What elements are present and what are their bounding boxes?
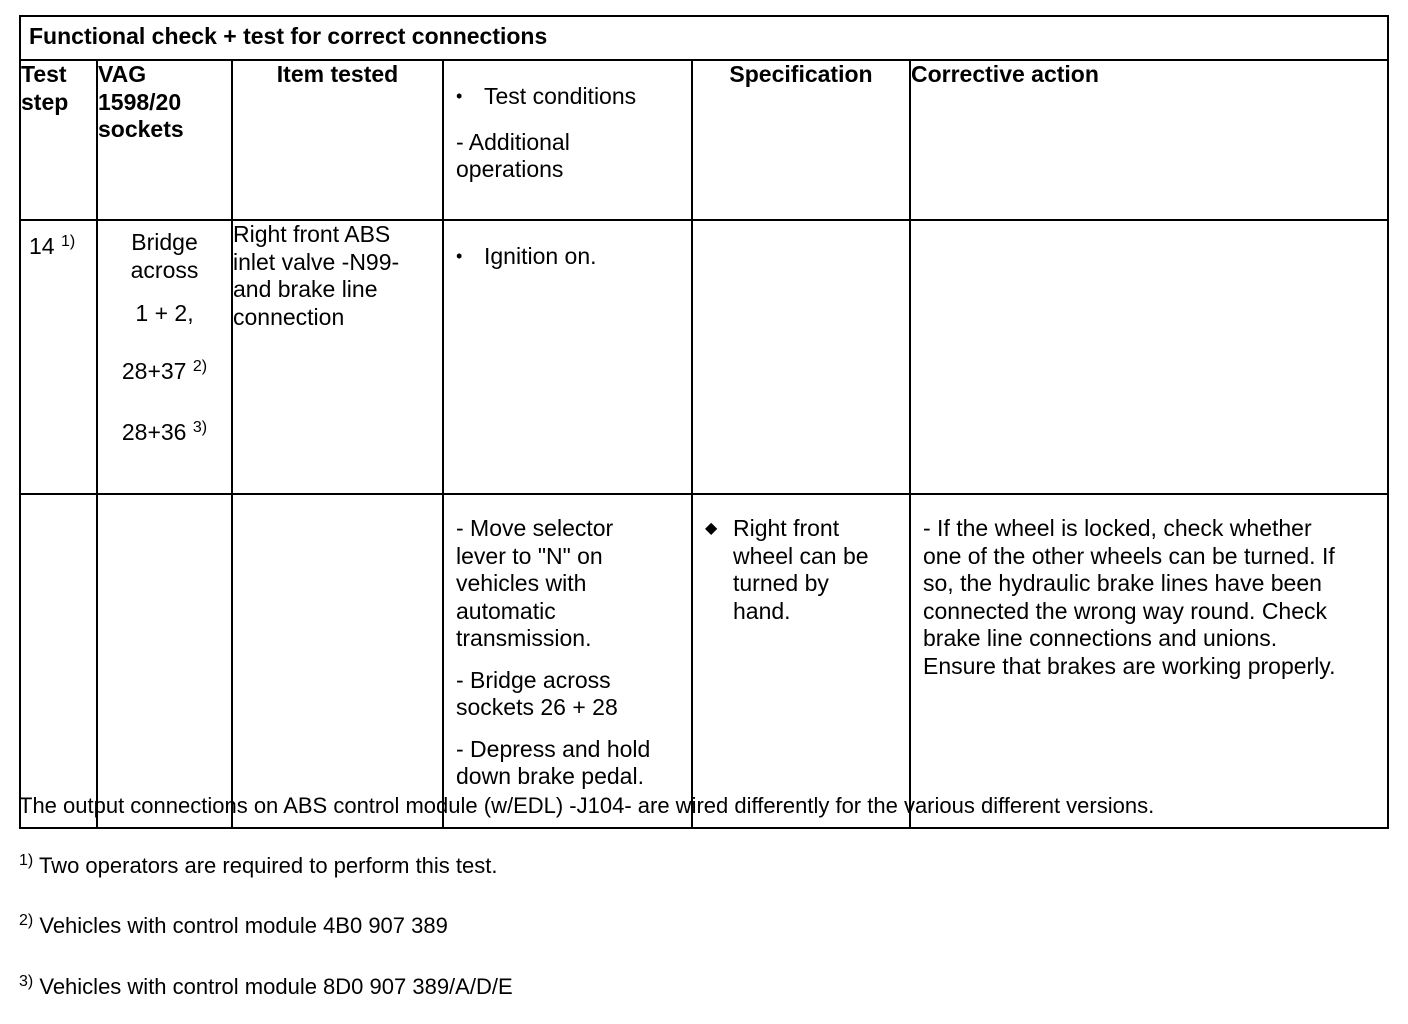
operation-step: - Bridge across sockets 26 + 28 — [456, 666, 618, 720]
operation-step: - Move selector lever to "N" on vehicles with automatic transmission. — [456, 515, 614, 651]
connections-test-table — [19, 15, 1389, 829]
header-item-tested: Item tested — [232, 60, 443, 220]
operations-cell — [443, 494, 692, 828]
sockets-cell: Bridge across 1 + 2, 28+37 $^{2)}$ 28+36 $^{3)}$ — [97, 220, 232, 494]
specification-cell: ◆ Right front wheel can be turned by hand. — [692, 494, 910, 828]
footnote-3: $^{3)}$ Vehicles with control module 8D0 907 389/A/D/E — [19, 973, 513, 999]
round-bullet-icon: • — [456, 246, 463, 266]
table-title: Functional check + test for correct connections — [29, 23, 548, 49]
footnote-ref: 3) — [192, 419, 208, 436]
step-cell — [20, 220, 97, 494]
header-test-step: Test step — [20, 60, 97, 220]
condition-cell: • Ignition on. — [443, 220, 692, 494]
footnote-ref: 2) — [192, 357, 208, 375]
diamond-bullet-icon: ◆ — [705, 520, 718, 537]
header-specification: Specification — [692, 60, 910, 220]
item-tested-cell — [232, 494, 443, 828]
sockets-cell — [97, 494, 232, 828]
footnote-1: $^{1)}$ Two operators are required to perform this test. — [19, 852, 498, 878]
table-row — [20, 220, 1388, 494]
corrective-action-cell: - If the wheel is locked, check whether one of the other wheels can be turned. If so, the hydraulic brake lines have been connected the wrong way round. Check brake line connections and unions. Ensure that brakes are working properly. — [910, 494, 1388, 828]
step-cell — [20, 494, 97, 828]
header-test-conditions: • Test conditions - Additional operations — [443, 60, 692, 220]
header-row — [20, 60, 1388, 220]
corrective-action-cell — [910, 220, 1388, 494]
round-bullet-icon: • — [456, 86, 463, 106]
wiring-note: The output connections on ABS control module (w/EDL) -J104- are wired differently for the various different versions. — [19, 793, 1155, 818]
specification-cell — [692, 220, 910, 494]
step-number: 14 — [29, 233, 55, 259]
footnote-ref: 1) — [60, 233, 76, 250]
item-tested-cell: Right front ABS inlet valve -N99- and brake line connection — [232, 220, 443, 494]
header-sockets: VAG 1598/20 sockets — [97, 60, 232, 220]
footnote-2: $^{2)}$ Vehicles with control module 4B0 907 389 — [19, 912, 448, 938]
table-row — [20, 494, 1388, 828]
operation-step: - Depress and hold down brake pedal. — [456, 735, 651, 789]
header-corrective-action: Corrective action — [910, 60, 1388, 220]
table-title-cell — [20, 16, 1388, 60]
